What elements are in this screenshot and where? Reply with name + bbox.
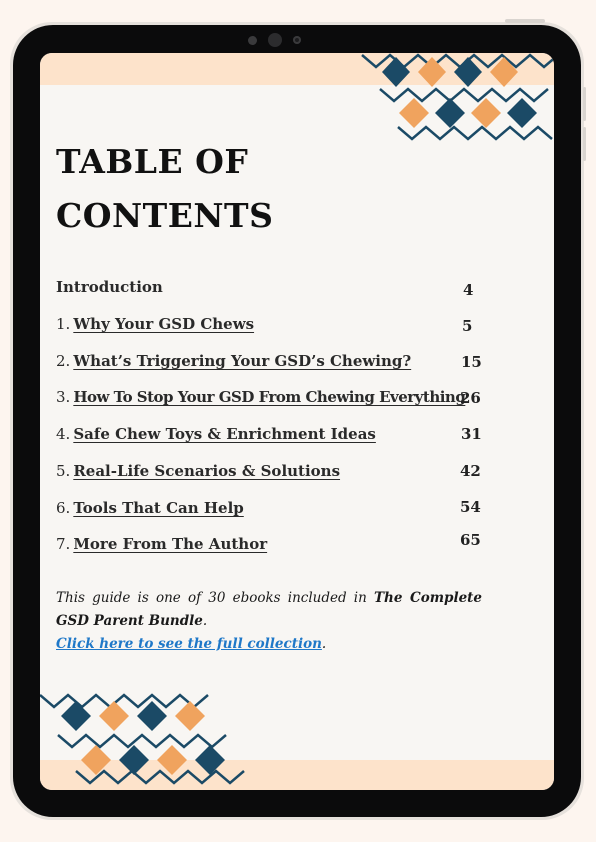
tablet-volume-down-button — [583, 127, 586, 161]
note-text: This guide is one of 30 ebooks included in — [56, 590, 374, 606]
page-title-line-1: TABLE OF — [56, 142, 249, 181]
camera-sensor-icon — [248, 36, 257, 45]
toc-link[interactable]: What’s Triggering Your GSD’s Chewing? — [73, 352, 412, 370]
toc-row — [56, 388, 486, 412]
toc-row-introduction — [56, 278, 486, 302]
toc-label: Introduction — [56, 278, 163, 296]
toc-page-number: 26 — [460, 389, 481, 407]
camera-lens-icon — [268, 33, 282, 47]
toc-number: 2. — [56, 352, 71, 370]
toc-page-number: 42 — [460, 462, 481, 480]
note-period: . — [202, 613, 208, 629]
toc-page-number: 54 — [460, 498, 481, 516]
toc-page-number: 5 — [462, 317, 473, 335]
toc-link[interactable]: Why Your GSD Chews — [73, 315, 255, 333]
toc-row — [56, 535, 486, 559]
tablet-volume-up-button — [583, 87, 586, 121]
page-title-line-2: CONTENTS — [56, 196, 274, 235]
toc-page-number: 4 — [463, 281, 474, 299]
toc-page-number: 31 — [461, 425, 482, 443]
toc-row — [56, 499, 486, 523]
toc-link[interactable]: Safe Chew Toys & Enrichment Ideas — [73, 425, 376, 443]
toc-row — [56, 425, 486, 449]
page-title — [56, 135, 273, 243]
toc-link[interactable]: More From The Author — [73, 535, 268, 553]
toc-number: 6. — [56, 499, 71, 517]
toc-number: 3. — [56, 388, 71, 406]
camera-flash-icon — [293, 36, 301, 44]
toc-number: 5. — [56, 462, 71, 480]
collection-link[interactable]: Click here to see the full collection — [56, 636, 322, 652]
top-right-diamond-pattern — [358, 53, 554, 141]
toc-number: 7. — [56, 535, 71, 553]
toc-row — [56, 352, 486, 376]
toc-number: 4. — [56, 425, 71, 443]
toc-link[interactable]: Tools That Can Help — [73, 499, 244, 517]
tablet-top-button — [505, 19, 545, 23]
toc-link[interactable]: How To Stop Your GSD From Chewing Everything — [73, 388, 466, 406]
tablet-screen — [40, 53, 554, 790]
toc-row — [56, 462, 486, 486]
toc-page-number: 65 — [460, 531, 481, 549]
bundle-name: The Complete GSD Parent Bundle — [56, 590, 482, 629]
link-period: . — [321, 636, 327, 652]
bottom-left-diamond-pattern — [40, 691, 253, 786]
toc-number: 1. — [56, 315, 71, 333]
bundle-note — [56, 587, 482, 656]
toc-page-number: 15 — [461, 353, 482, 371]
toc-row — [56, 315, 486, 339]
toc-link[interactable]: Real-Life Scenarios & Solutions — [73, 462, 341, 480]
